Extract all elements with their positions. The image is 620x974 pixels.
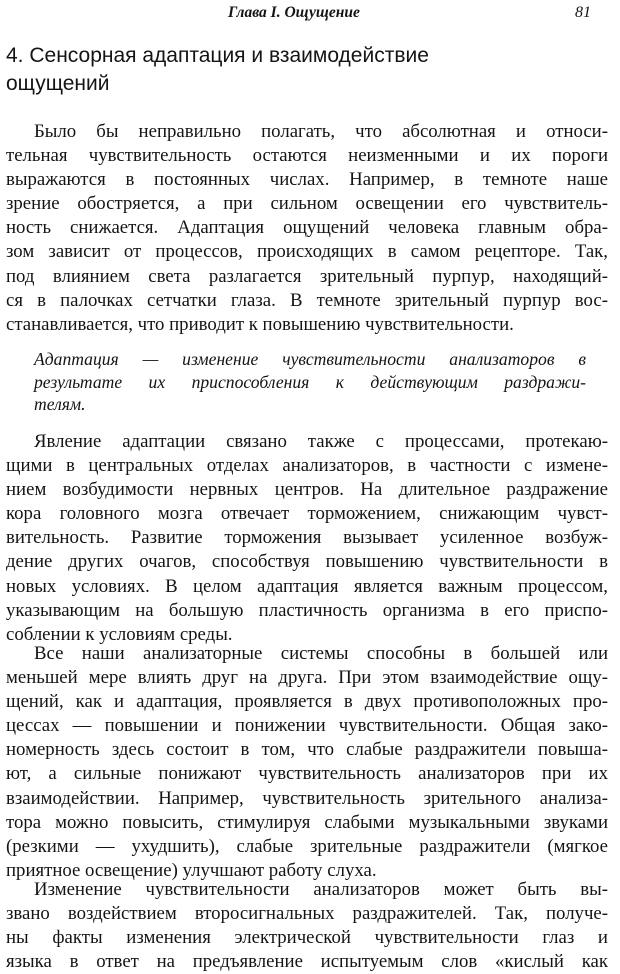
paragraph-line: нием возбудимости нервных центров. На длительное раздражение — [6, 479, 608, 501]
section-title: 4. Сенсорная адаптация и взаимодействие ощущений — [6, 44, 429, 95]
paragraph-line: цессах — повышении и понижении чувствительности. Общая зако- — [6, 715, 608, 737]
paragraph-line: ют, а сильные понижают чувствительность анализаторов при их — [6, 763, 608, 785]
paragraph-line: (резкими — ухудшить), слабые зрительные раздражители (мягкое — [6, 835, 608, 857]
running-head — [0, 4, 620, 24]
paragraph-line: взаимодействии. Например, чувствительность зрительного анализа- — [6, 787, 608, 809]
paragraph-line: зрение обостряется, а при сильном освещении его чувствитель- — [6, 193, 608, 215]
paragraph-line: ность снижается. Адаптация ощущений человека главным обра- — [6, 217, 608, 239]
paragraph-line: станавливается, что приводит к повышению чувствительности. — [6, 313, 514, 335]
paragraph-line: соблении к условиям среды. — [6, 623, 233, 645]
paragraph-1 — [6, 120, 608, 337]
paragraph-line: ся в палочках сетчатки глаза. В темноте зрительный пурпур вос- — [6, 289, 608, 311]
paragraph-line: Было бы неправильно полагать, что абсолютная и относи- — [34, 121, 608, 142]
paragraph-line: кора головного мозга отвечает торможением, снижающим чувст- — [6, 503, 608, 525]
paragraph-line: звано воздействием второсигнальных раздражителей. Так, получе- — [6, 903, 608, 925]
definition-line: результате их приспособления к действующим раздражи- — [34, 371, 586, 392]
paragraph-line: ны факты изменения электрической чувствительности глаз и — [6, 927, 608, 949]
paragraph-line: Явление адаптации связано также с процессами, протекаю- — [34, 431, 608, 452]
paragraph-line: выражаются в постоянных числах. Например, в темноте наше — [6, 169, 608, 191]
page-number: 81 — [575, 4, 591, 21]
paragraph-line: указывающим на большую пластичность организма в его приспо- — [6, 599, 608, 621]
paragraph-line: тельная чувствительность остаются неизменными и их пороги — [6, 145, 608, 167]
paragraph-line: дение других очагов, способствуя повышению чувствительности в — [6, 551, 608, 573]
paragraph-line: вительность. Развитие торможения вызывает усиленное возбуж- — [6, 527, 608, 549]
running-title: Глава I. Ощущение — [228, 4, 360, 21]
paragraph-line: меньшей мере влиять друг на друга. При этом взаимодействие ощу- — [6, 667, 608, 689]
paragraph-line: щими в центральных отделах анализаторов, в частности с измене- — [6, 455, 608, 477]
paragraph-line: номерность здесь состоит в том, что слабые раздражители повыша- — [6, 739, 608, 761]
definition-block — [34, 348, 586, 416]
paragraph-line: тора можно повысить, стимулируя слабыми музыкальными звуками — [6, 811, 608, 833]
definition-line: Адаптация — изменение чувствительности анализаторов в — [34, 349, 586, 369]
paragraph-3 — [6, 642, 608, 883]
paragraph-line: Изменение чувствительности анализаторов может быть вы- — [34, 879, 608, 900]
definition-line: телям. — [34, 394, 86, 415]
paragraph-line: под влиянием света разлагается зрительный пурпур, находящий- — [6, 265, 608, 287]
paragraph-line: языка в ответ на предъявление испытуемым слов «кислый как — [6, 951, 608, 973]
paragraph-line: новых условиях. В целом адаптация является важным процессом, — [6, 575, 608, 597]
paragraph-2 — [6, 430, 608, 647]
paragraph-line: приятное освещение) улучшают работу слуха. — [6, 859, 377, 881]
paragraph-4 — [6, 878, 608, 974]
paragraph-line: Все наши анализаторные системы способны в большей или — [34, 643, 608, 664]
paragraph-line: зом зависит от процессов, происходящих в самом рецепторе. Так, — [6, 241, 608, 263]
paragraph-line: щений, как и адаптация, проявляется в двух противоположных про- — [6, 691, 608, 713]
